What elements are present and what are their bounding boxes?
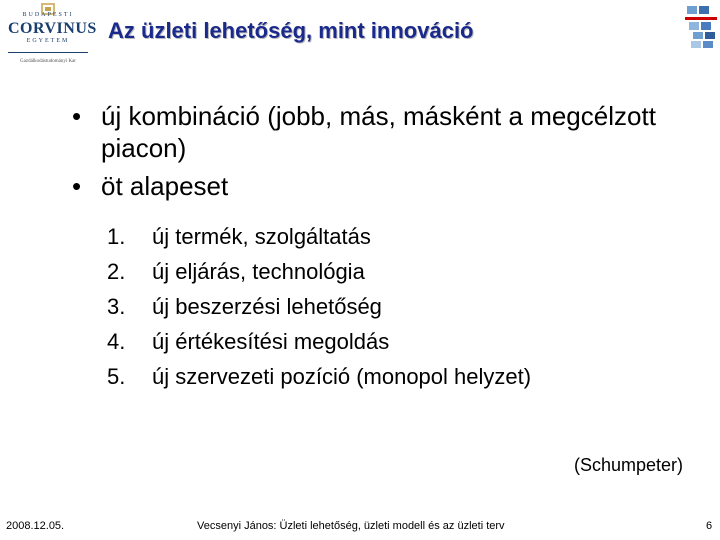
- bullet-item: [72, 100, 692, 164]
- item-text: új értékesítési megoldás: [152, 329, 390, 354]
- numbered-item: [107, 289, 707, 324]
- footer-author-title: Vecsenyi János: Üzleti lehetőség, üzleti modell és az üzleti terv: [197, 520, 505, 532]
- slide-title: Az üzleti lehetőség, mint innováció: [108, 18, 474, 43]
- numbered-item: [107, 219, 707, 254]
- university-logo: [8, 6, 97, 68]
- bullet-list: [72, 100, 692, 202]
- numbered-list: [107, 219, 707, 394]
- item-text: új szervezeti pozíció (monopol helyzet): [152, 364, 532, 389]
- item-text: új beszerzési lehetőség: [152, 294, 382, 319]
- bullet-text: öt alapeset: [101, 171, 229, 201]
- citation: (Schumpeter): [573, 455, 683, 475]
- logo-main-text: CORVINUS: [8, 20, 97, 37]
- numbered-item: [107, 359, 707, 394]
- page-number: 6: [706, 520, 713, 532]
- item-text: új eljárás, technológia: [152, 259, 365, 284]
- item-number: 2.: [107, 259, 126, 284]
- item-number: 5.: [107, 364, 126, 389]
- numbered-item: [107, 324, 707, 359]
- logo-subtitle: Gazdálkodástudományi Kar: [20, 59, 76, 64]
- item-number: 1.: [107, 224, 126, 249]
- bullet-dot-icon: •: [72, 171, 82, 201]
- numbered-item: [107, 254, 707, 289]
- bullet-item: [72, 170, 692, 202]
- logo-divider: [8, 52, 88, 53]
- logo-bottom-text: EGYETEM: [26, 38, 70, 44]
- logo-top-text: BUDAPESTI: [22, 12, 74, 18]
- vecsenyi-corner-logo-icon: [683, 4, 719, 50]
- footer-date: 2008.12.05.: [6, 520, 65, 532]
- item-text: új termék, szolgáltatás: [152, 224, 371, 249]
- item-number: 3.: [107, 294, 126, 319]
- bullet-text: új kombináció (jobb, más, másként a megcélzott piacon): [101, 101, 656, 163]
- bullet-dot-icon: •: [72, 101, 82, 131]
- item-number: 4.: [107, 329, 126, 354]
